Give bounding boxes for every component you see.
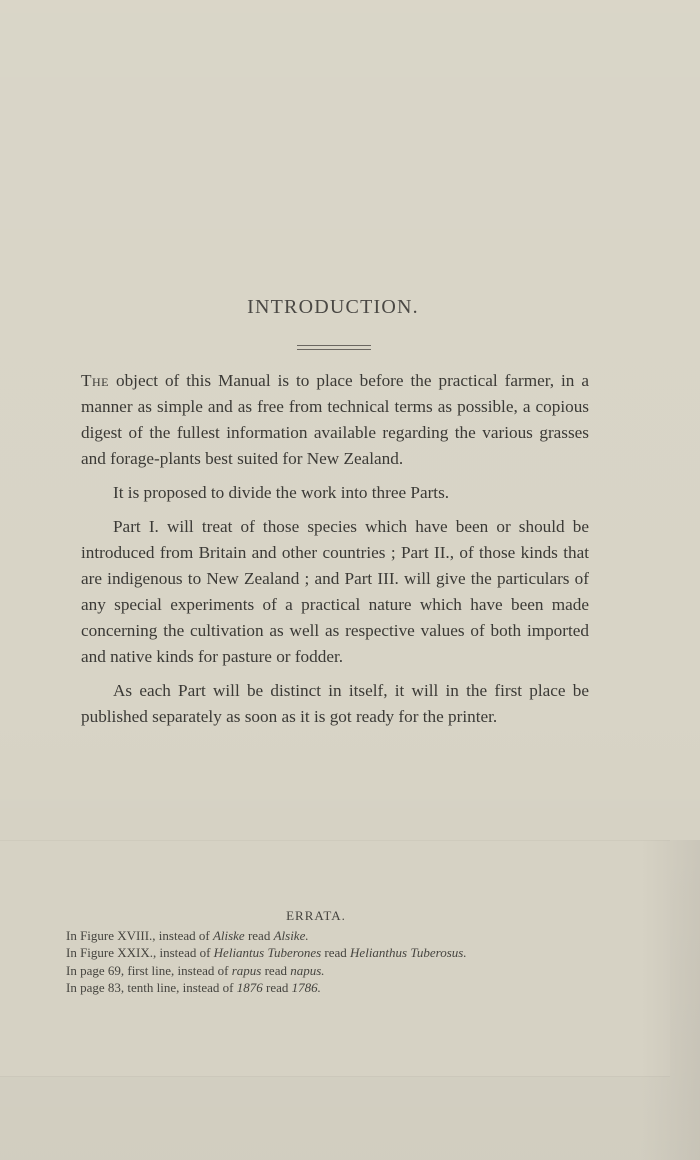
page-edge-shadow [640,840,700,1160]
errata-wrong: 1876 [236,980,263,995]
errata-line-4 [66,979,626,997]
errata-text: read [262,980,292,995]
errata-text: In Figure XXIX., instead of [66,945,214,960]
errata-section [66,907,626,997]
errata-text: In Figure XVIII., instead of [66,927,213,943]
errata-wrong: rapus [231,962,262,978]
paragraph-1 [81,368,589,472]
paragraph-4: As each Part will be distinct in itself, it will in the first place be published separately as soon as it is got ready for the printer. [81,681,589,726]
paragraph-1-lead: The [81,371,109,390]
errata-text: read [321,945,351,960]
errata-text: read [244,927,274,943]
errata-line-1 [66,927,626,945]
paragraph-2: It is proposed to divide the work into three Parts. [113,483,450,502]
errata-correct: napus. [290,962,325,978]
errata-correct: 1786. [291,980,321,995]
errata-title: ERRATA. [286,908,346,923]
errata-correct: Alsike. [273,927,309,943]
errata-line-3 [66,962,626,980]
errata-text: In page 83, tenth line, instead of [66,980,237,995]
page-title: INTRODUCTION. [247,296,419,318]
introduction-body [81,368,589,738]
paragraph-1-text: object of this Manual is to place before the practical farmer, in a manner as simple and as free from technical terms as possible, a copious digest of the fullest information available regarding the various grasses and forage-plants best suited for New Zealand. [81,371,589,468]
errata-wrong: Heliantus Tuberones [213,945,322,960]
errata-text: read [261,962,291,978]
errata-line-2 [66,944,626,962]
errata-correct: Helianthus Tuberosus. [350,945,467,960]
errata-wrong: Aliske [212,927,245,943]
paragraph-3: Part I. will treat of those species which have been or should be introduced from Britain and other countries ; Part II., of those kinds that are indigenous to New Zealand ; and Part III. will give the particulars of any special experiments of a practical nature which have been made concerning the cultivation as well as respective values of both imported and native kinds for pasture or fodder. [81,517,589,666]
errata-text: In page 69, first line, instead of [66,962,232,978]
title-rule [297,345,371,350]
